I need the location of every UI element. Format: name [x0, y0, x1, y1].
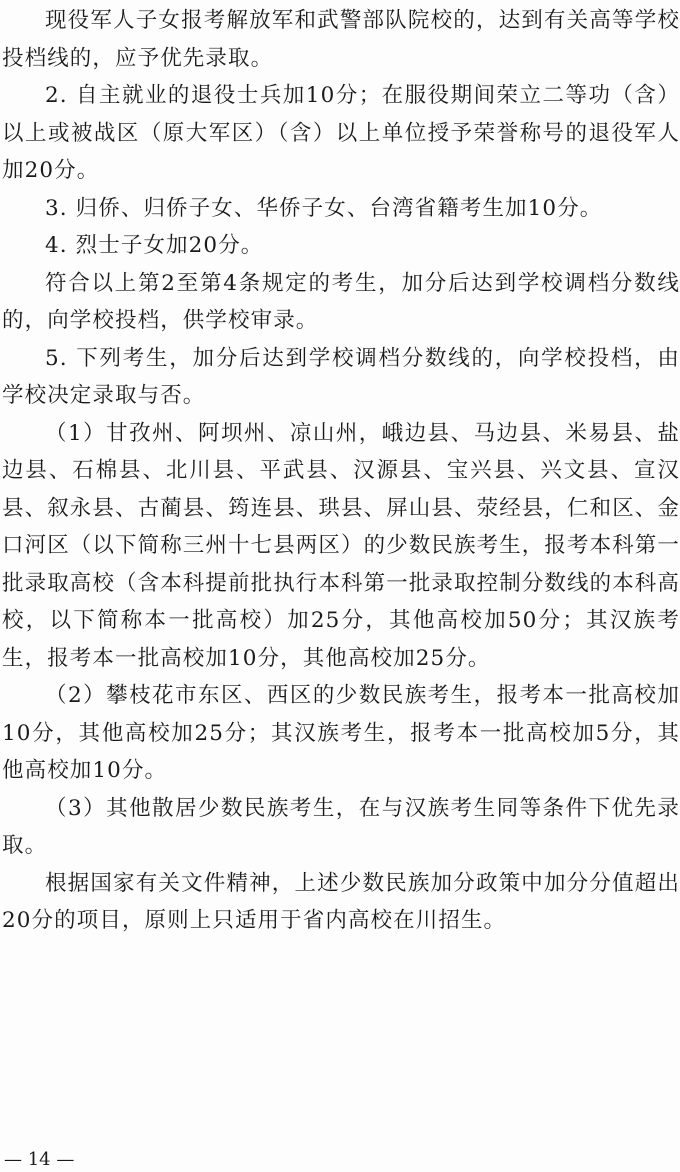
paragraph-item-5-1-regions: （1）甘孜州、阿坝州、凉山州，峨边县、马边县、米易县、盐边县、石棉县、北川县、平武县、汉源县、宝兴县、兴文县、宣汉县、叙永县、古蔺县、筠连县、珙县、屏山县、荥经县，仁和区、金口河区（以下简称三州十七县两区）的少数民族考生，报考本科第一批录取高校（含本科提前批执行本科第一批录取控制分数线的本科高校，以下简称本一批高校）加25分，其他高校加50分；其汉族考生，报考本一批高校加10分，其他高校加25分。: [2, 420, 680, 671]
paragraph-items-2-4-rule: 符合以上第2至第4条规定的考生，加分后达到学校调档分数线的，向学校投档，供学校审录。: [2, 270, 680, 333]
paragraph-item-5-3-scattered-minorities: （3）其他散居少数民族考生，在与汉族考生同等条件下优先录取。: [2, 795, 680, 858]
page-number: — 14 —: [4, 1149, 75, 1170]
paragraph-item-2-veterans: 2. 自主就业的退役士兵加10分；在服役期间荣立二等功（含）以上或被战区（原大军区）（含）以上单位授予荣誉称号的退役军人加20分。: [2, 83, 680, 183]
paragraph-item-5-2-panzhihua: （2）攀枝花市东区、西区的少数民族考生，报考本一批高校加10分，其他高校加25分；其汉族考生，报考本一批高校加5分，其他高校加10分。: [2, 683, 680, 783]
paragraph-military-children: 现役军人子女报考解放军和武警部队院校的，达到有关高等学校投档线的，应予优先录取。: [2, 8, 680, 71]
paragraph-item-3-overseas-chinese: 3. 归侨、归侨子女、华侨子女、台湾省籍考生加10分。: [45, 195, 603, 221]
paragraph-item-4-martyrs-children: 4. 烈士子女加20分。: [45, 233, 264, 258]
document-body: [2, 2, 680, 940]
paragraph-item-5-intro: 5. 下列考生，加分后达到学校调档分数线的，向学校投档，由学校决定录取与否。: [2, 345, 680, 408]
paragraph-policy-note: 根据国家有关文件精神，上述少数民族加分政策中加分分值超出20分的项目，原则上只适用于省内高校在川招生。: [2, 870, 680, 933]
